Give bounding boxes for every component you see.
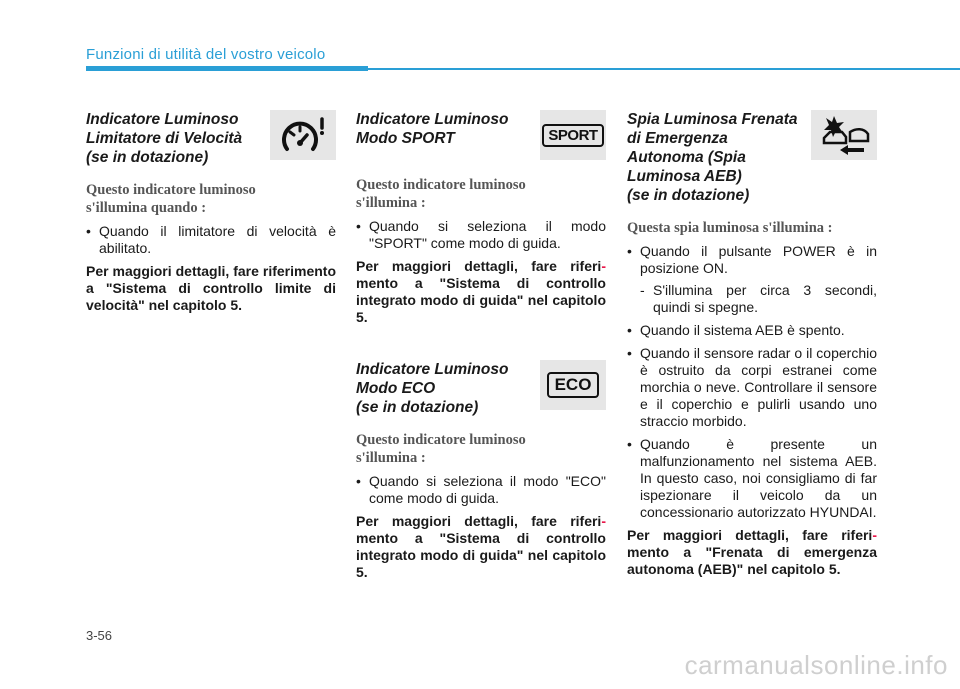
header-rule-thick [86,66,368,71]
speed-limiter-subhead [86,181,336,217]
sport-bullets [356,218,606,252]
header-title: Funzioni di utilità del vostro veicolo [86,46,326,63]
list-item: • Quando il sistema AEB è spento. [627,322,877,339]
aeb-header [627,110,877,205]
eco-header [356,360,606,417]
column-middle [356,110,606,581]
column-left [86,110,336,314]
sport-subhead [356,176,606,212]
list-item: • Quando il limitatore di velocità è abilitato. [86,223,336,257]
aeb-bullets [627,243,877,521]
column-right [627,110,877,578]
title-line: Limitatore di Velocità [86,130,243,147]
title-line: (se in dotazione) [356,399,479,416]
title-line: Modo ECO [356,380,436,397]
aeb-collision-icon [811,110,877,160]
title-line: Indicatore Luminoso [86,111,239,128]
subhead-line: s'illumina : [356,450,426,466]
eco-mode-icon [540,360,606,410]
eco-bullets [356,473,606,507]
title-line: Indicatore Luminoso [356,111,509,128]
sub-list-item: - S'illumina per circa 3 secondi, quindi si spegne. [640,282,877,316]
note-text: mento a "Frenata di emergenza autonoma (AEB)" nel capitolo 5. [627,544,877,577]
page-number: 3-56 [86,628,113,643]
subhead-line: s'illumina quando : [86,200,207,216]
title-line: di Emergenza [627,130,728,147]
subhead-line: Questo indicatore luminoso [86,182,256,198]
note-hyphen: - [872,527,877,543]
title-line: (se in dotazione) [86,149,209,166]
title-line: Autonoma (Spia [627,149,746,166]
note-text: Per maggiori dettagli, fare riferi [356,513,602,529]
sport-note [356,258,606,326]
eco-subhead [356,431,606,467]
aeb-note [627,527,877,578]
title-line: (se in dotazione) [627,187,750,204]
speed-limiter-header [86,110,336,167]
subhead-line: Questo indicatore luminoso [356,177,526,193]
list-item [627,243,877,316]
speed-limiter-bullets [86,223,336,257]
note-text: mento a "Sistema di controllo integrato modo di guida" nel capitolo 5. [356,530,606,580]
note-text: mento a "Sistema di controllo integrato modo di guida" nel capitolo 5. [356,275,606,325]
speed-limiter-gauge-icon [270,110,336,160]
list-item: • Quando si seleziona il modo "SPORT" come modo di guida. [356,218,606,252]
subhead-line: Questo indicatore luminoso [356,432,526,448]
list-item: • Quando si seleziona il modo "ECO" come modo di guida. [356,473,606,507]
note-hyphen: - [601,513,606,529]
title-line: Indicatore Luminoso [356,361,509,378]
title-line: Modo SPORT [356,130,455,147]
list-item: • Quando è presente un malfunzionamento nel sistema AEB. In questo caso, noi consigliamo di far ispezionare il veicolo da un concessionario autorizzato HYUNDAI. [627,436,877,521]
note-hyphen: - [601,258,606,274]
note-text: Per maggiori dettagli, fare riferi [627,527,873,543]
speed-limiter-note: Per maggiori dettagli, fare riferimento a "Sistema di controllo limite di velocità" nel capitolo 5. [86,263,336,313]
note-text: Per maggiori dettagli, fare riferi [356,258,602,274]
subhead-line: Questa spia luminosa s'illumina : [627,220,833,236]
sport-header [356,110,606,162]
watermark: carmanualsonline.info [684,650,948,680]
subhead-line: s'illumina : [356,195,426,211]
header-rule-thin [368,68,960,70]
eco-note [356,513,606,581]
aeb-subhead [627,219,877,237]
sport-mode-label: SPORT [542,124,603,147]
sport-mode-icon [540,110,606,160]
title-line: Luminosa AEB) [627,168,742,185]
eco-mode-label: ECO [547,372,600,398]
list-item: • Quando il sensore radar o il coperchio è ostruito da corpi estranei come morchia o neve. Controllare il sensore e il coperchio e pulirli usando uno straccio morbido. [627,345,877,430]
title-line: Spia Luminosa Frenata [627,111,798,128]
bullet-text: Quando il pulsante POWER è in posizione ON. [640,243,877,276]
